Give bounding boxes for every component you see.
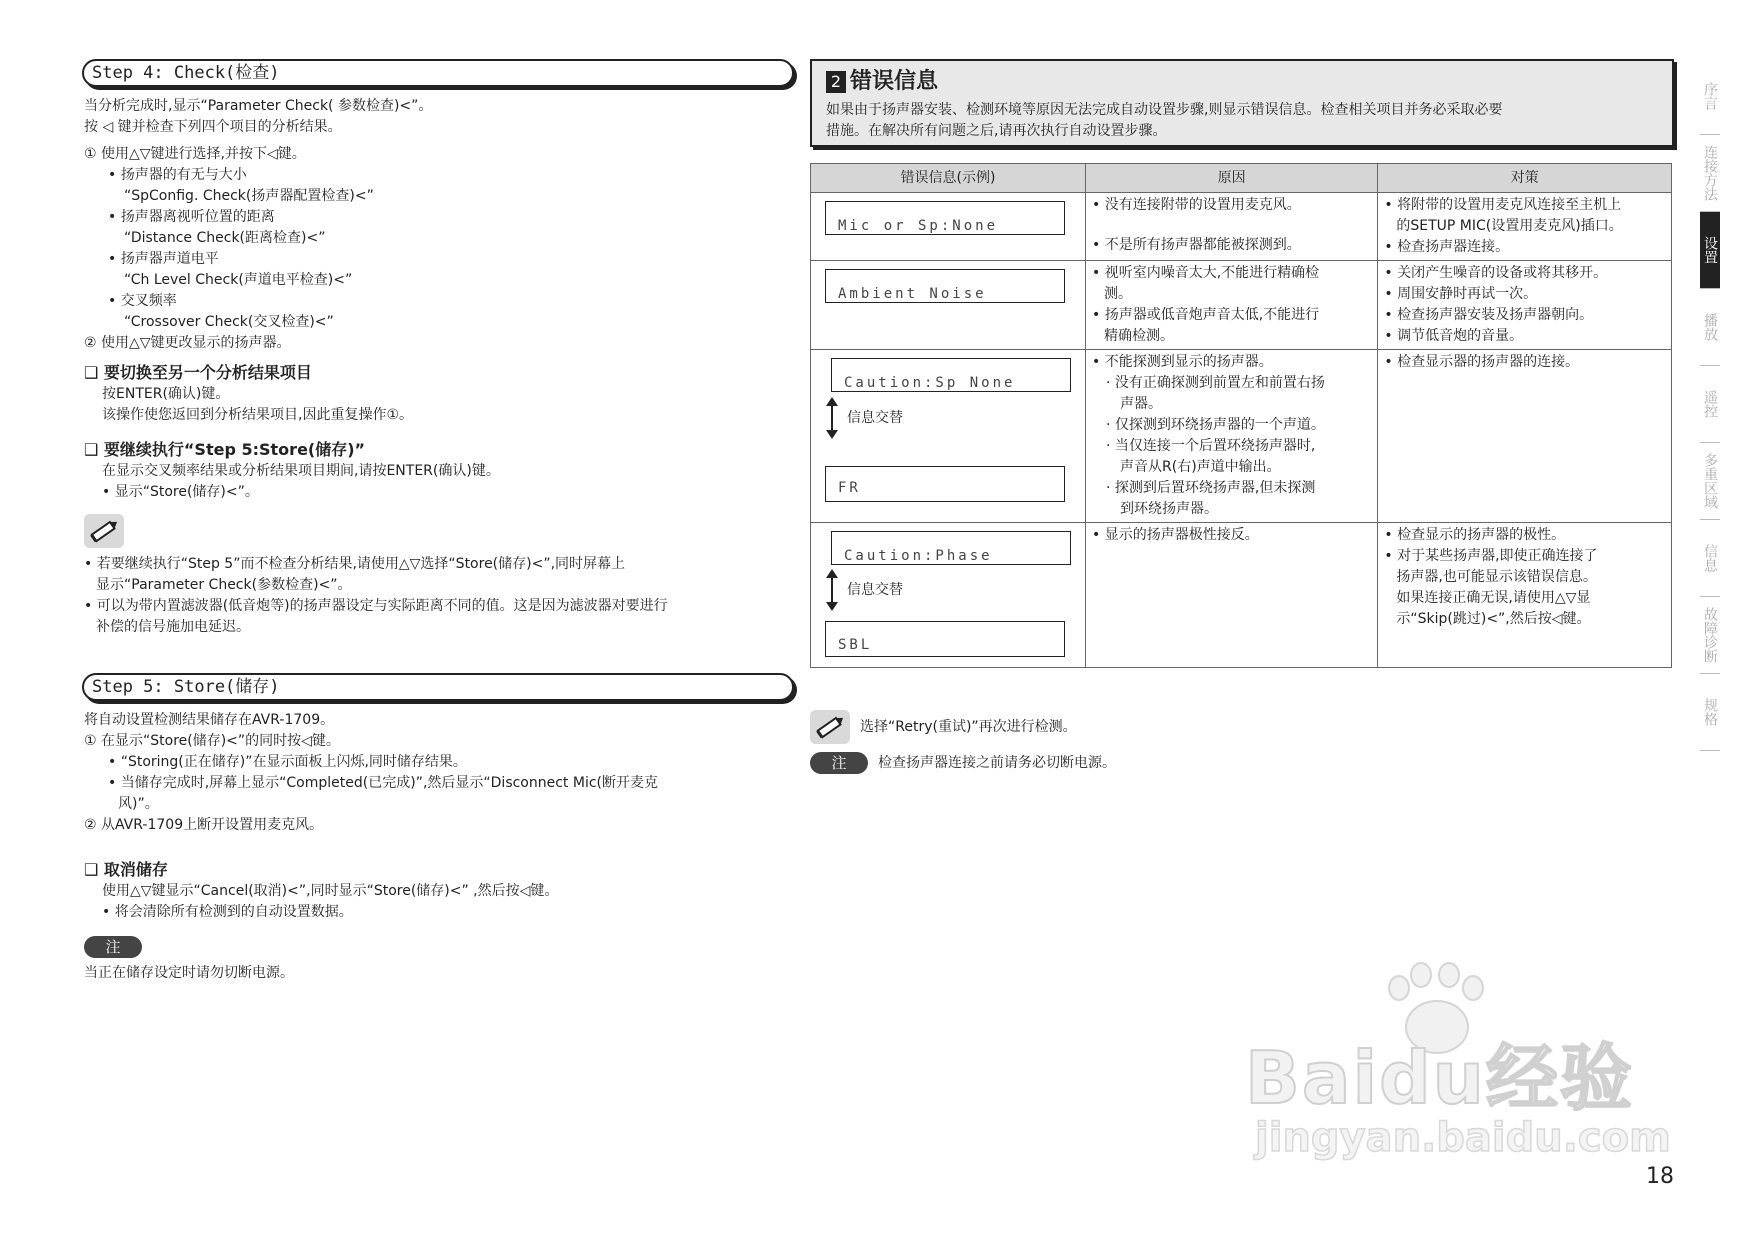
step4-heading: Step 4: Check(检查) (82, 59, 794, 87)
watermark-paw-toe (1438, 962, 1460, 988)
switch-result-text-2: 该操作使您返回到分析结果项目,因此重复操作①。 (102, 407, 413, 423)
step5-bullet-1: • “Storing(正在储存)”在显示面板上闪烁,同时储存结果。 (108, 754, 467, 770)
error-info-desc-1: 如果由于扬声器安装、检测环境等原因无法完成自动设置步骤,则显示错误信息。检查相关项目并务必采取必要 (826, 102, 1503, 118)
tab-information[interactable]: 信息 (1700, 520, 1720, 597)
tab-connection[interactable]: 连接方法 (1700, 135, 1720, 212)
watermark-brand: Baidu经验 (1245, 1036, 1634, 1120)
step4-screen-text: “Distance Check(距离检查)<” (124, 230, 326, 246)
section-number: 2 (826, 71, 846, 93)
cause-item: • 扬声器或低音炮声音太低,不能进行 (1092, 307, 1320, 323)
lcd-message: Caution:Sp None (831, 358, 1071, 392)
alternate-label: 信息交替 (847, 410, 903, 426)
step5-bullet-2b: 风)”。 (118, 796, 159, 812)
fix-item-cont: 的SETUP MIC(设置用麦克风)插口。 (1396, 218, 1623, 234)
cause-item-cont: 精确检测。 (1104, 328, 1174, 344)
alternate-label: 信息交替 (847, 582, 903, 598)
cause-item: • 不是所有扬声器都能被探测到。 (1092, 237, 1301, 253)
tab-multizone[interactable]: 多重区域 (1700, 443, 1720, 520)
fix-item: • 检查显示的扬声器的极性。 (1384, 527, 1566, 543)
table-row (811, 261, 1672, 350)
updown-arrow-icon (825, 396, 839, 440)
error-info-desc-2: 措施。在解决所有问题之后,请再次执行自动设置步骤。 (826, 123, 1167, 139)
step4-note-2b: 补偿的信号施加电延迟。 (96, 619, 250, 635)
cause-item: • 显示的扬声器极性接反。 (1092, 527, 1259, 543)
error-table (810, 163, 1672, 668)
step4-bullet: • 扬声器的有无与大小 (108, 167, 247, 183)
cause-item-cont: 测。 (1104, 286, 1132, 302)
alternate-indicator (825, 392, 1071, 444)
section-tabs (1700, 58, 1754, 751)
lcd-message: FR (825, 466, 1065, 502)
switch-result-text-1: 按ENTER(确认)键。 (102, 386, 230, 402)
tab-specifications[interactable]: 规格 (1700, 674, 1720, 751)
error-info-box (810, 59, 1674, 147)
fix-item: • 将附带的设置用麦克风连接至主机上 (1384, 197, 1622, 213)
cause-sub-cont: 到环绕扬声器。 (1120, 501, 1218, 517)
step4-note-1: • 若要继续执行“Step 5”而不检查分析结果,请使用△▽选择“Store(储存)<”,同时屏幕上 (84, 556, 626, 572)
step5-item-2: ② 从AVR-1709上断开设置用麦克风。 (84, 817, 324, 833)
tab-setup[interactable]: 设置 (1700, 212, 1720, 289)
continue-store-heading: ❑ 要继续执行“Step 5:Store(储存)” (84, 440, 366, 459)
cancel-store-text-1: 使用△▽键显示“Cancel(取消)<”,同时显示“Store(储存)<” ,然后按◁键。 (102, 883, 559, 899)
lcd-message: Ambient Noise (825, 269, 1065, 303)
watermark-paw-toe (1388, 975, 1410, 1001)
fix-item: • 关闭产生噪音的设备或将其移开。 (1384, 265, 1608, 281)
lcd-message: Caution:Phase (831, 531, 1071, 565)
col-header-cause: 原因 (1086, 164, 1378, 193)
page-number: 18 (1646, 1164, 1674, 1189)
pencil-note-icon (84, 514, 124, 548)
note-label: 注 (810, 752, 868, 774)
step5-intro: 将自动设置检测结果储存在AVR-1709。 (84, 712, 335, 728)
step4-screen-text: “SpConfig. Check(扬声器配置检查)<” (124, 188, 374, 204)
cause-item: • 没有连接附带的设置用麦克风。 (1092, 197, 1301, 213)
cause-sub-cont: 声音从R(右)声道中输出。 (1120, 459, 1281, 475)
continue-store-text-2: • 显示“Store(储存)<”。 (102, 484, 259, 500)
step4-bullet: • 扬声器离视听位置的距离 (108, 209, 275, 225)
step4-screen-text: “Crossover Check(交叉检查)<” (124, 314, 334, 330)
step4-item-2: ② 使用△▽键更改显示的扬声器。 (84, 335, 291, 351)
step5-bullet-2: • 当储存完成时,屏幕上显示“Completed(已完成)”,然后显示“Disconnect Mic(断开麦克 (108, 775, 658, 791)
cancel-store-text-2: • 将会清除所有检测到的自动设置数据。 (102, 904, 353, 920)
step5-heading: Step 5: Store(储存) (82, 673, 794, 701)
tab-troubleshooting[interactable]: 故障诊断 (1700, 597, 1720, 674)
fix-item: • 调节低音炮的音量。 (1384, 328, 1524, 344)
fix-item-cont: 扬声器,也可能显示该错误信息。 (1396, 569, 1597, 585)
continue-store-text-1: 在显示交叉频率结果或分析结果项目期间,请按ENTER(确认)键。 (102, 463, 500, 479)
step4-note-1b: 显示“Parameter Check(参数检查)<”。 (96, 577, 352, 593)
error-info-title: 错误信息 (850, 69, 939, 94)
cause-sub: · 探测到后置环绕扬声器,但未探测 (1106, 480, 1316, 496)
step4-intro-1: 当分析完成时,显示“Parameter Check( 参数检查)<”。 (84, 98, 433, 114)
table-row (811, 350, 1672, 523)
updown-arrow-icon (825, 568, 839, 612)
note-label: 注 (84, 936, 142, 958)
alternate-indicator (825, 565, 1071, 615)
tab-playback[interactable]: 播放 (1700, 289, 1720, 366)
cause-sub-cont: 声器。 (1120, 396, 1162, 412)
retry-tip-text: 选择“Retry(重试)”再次进行检测。 (860, 719, 1077, 735)
switch-result-heading: ❑ 要切换至另一个分析结果项目 (84, 363, 312, 382)
fix-item: • 检查扬声器安装及扬声器朝向。 (1384, 307, 1594, 323)
step4-intro-2: 按 ◁ 键并检查下列四个项目的分析结果。 (84, 119, 342, 135)
step4-screen-text: “Ch Level Check(声道电平检查)<” (124, 272, 353, 288)
cause-item: • 视听室内噪音太大,不能进行精确检 (1092, 265, 1320, 281)
store-note-text: 当正在储存设定时请勿切断电源。 (84, 965, 294, 981)
cause-sub: · 仅探测到环绕扬声器的一个声道。 (1106, 417, 1325, 433)
fix-item: • 周围安静时再试一次。 (1384, 286, 1538, 302)
col-header-message: 错误信息(示例) (811, 164, 1086, 193)
lcd-message: SBL (825, 621, 1065, 657)
fix-item: • 对于某些扬声器,即使正确连接了 (1384, 548, 1598, 564)
fix-item-cont: 示“Skip(跳过)<”,然后按◁键。 (1396, 611, 1591, 627)
step4-note-2: • 可以为带内置滤波器(低音炮等)的扬声器设定与实际距离不同的值。这是因为滤波器对要进行 (84, 598, 668, 614)
lcd-message: Mic or Sp:None (825, 201, 1065, 235)
cause-sub: · 当仅连接一个后置环绕扬声器时, (1106, 438, 1316, 454)
cause-sub: · 没有正确探测到前置左和前置右扬 (1106, 375, 1325, 391)
tab-preface[interactable]: 序言 (1700, 58, 1720, 135)
fix-item: • 检查显示器的扬声器的连接。 (1384, 354, 1580, 370)
cancel-store-heading: ❑ 取消储存 (84, 860, 168, 879)
fix-item: • 检查扬声器连接。 (1384, 239, 1510, 255)
col-header-fix: 对策 (1378, 164, 1672, 193)
watermark-url: jingyan.baidu.com (1255, 1115, 1671, 1161)
fix-item-cont: 如果连接正确无误,请使用△▽显 (1396, 590, 1591, 606)
cause-item: • 不能探测到显示的扬声器。 (1092, 354, 1273, 370)
watermark-paw-toe (1462, 975, 1484, 1001)
tab-remote[interactable]: 遥控 (1700, 366, 1720, 443)
table-row (811, 523, 1672, 668)
watermark-paw-toe (1410, 962, 1432, 988)
step4-bullet: • 扬声器声道电平 (108, 251, 219, 267)
step4-item-1: ① 使用△▽键进行选择,并按下◁键。 (84, 146, 306, 162)
pencil-tip-icon (810, 710, 850, 744)
error-note-text: 检查扬声器连接之前请务必切断电源。 (878, 755, 1116, 771)
table-row (811, 193, 1672, 261)
step5-item-1: ① 在显示“Store(储存)<”的同时按◁键。 (84, 733, 340, 749)
step4-bullet: • 交叉频率 (108, 293, 177, 309)
